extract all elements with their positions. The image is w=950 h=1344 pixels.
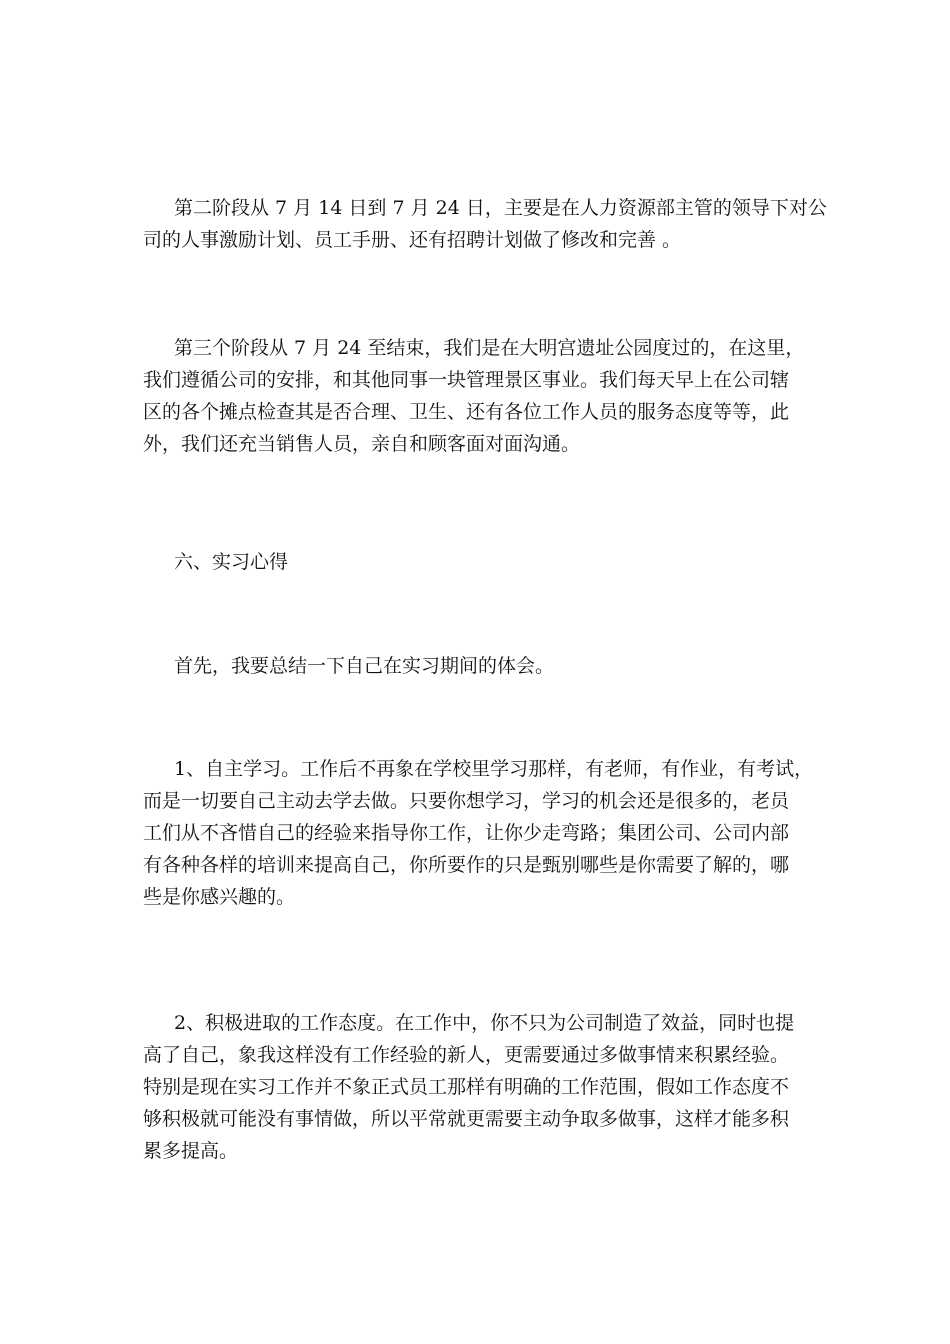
text-line: 外，我们还充当销售人员，亲自和顾客面对面沟通。 <box>143 433 581 455</box>
text-line: 工们从不吝惜自己的经验来指导你工作，让你少走弯路；集团公司、公司内部 <box>143 822 790 844</box>
text-line: 我们遵循公司的安排，和其他同事一块管理景区事业。我们每天早上在公司辖 <box>143 369 790 391</box>
text-line: 够积极就可能没有事情做，所以平常就更需要主动争取多做事，这样才能多积 <box>143 1108 790 1130</box>
text-line: 第二阶段从 7 月 14 日到 7 月 24 日，主要是在人力资源部主管的领导下对公 <box>174 197 827 219</box>
paragraph-self-study <box>143 753 813 913</box>
text-line: 累多提高。 <box>143 1140 239 1162</box>
text-line: 高了自己，象我这样没有工作经验的新人，更需要通过多做事情来积累经验。 <box>143 1044 790 1066</box>
section-heading <box>143 546 813 578</box>
text-line: 2、积极进取的工作态度。在工作中，你不只为公司制造了效益，同时也提 <box>174 1012 795 1034</box>
text-line: 司的人事激励计划、员工手册、还有招聘计划做了修改和完善 。 <box>143 229 682 251</box>
text-line: 1、自主学习。工作后不再象在学校里学习那样，有老师，有作业，有考试， <box>174 758 814 780</box>
text-line: 第三个阶段从 7 月 24 至结束，我们是在大明宫遗址公园度过的，在这里， <box>174 337 805 359</box>
text-line: 些是你感兴趣的。 <box>143 886 296 908</box>
text-line: 特别是现在实习工作并不象正式员工那样有明确的工作范围，假如工作态度不 <box>143 1076 790 1098</box>
text-line: 有各种各样的培训来提高自己，你所要作的只是甄别哪些是你需要了解的，哪 <box>143 854 790 876</box>
text-line: 区的各个摊点检查其是否合理、卫生、还有各位工作人员的服务态度等等，此 <box>143 401 790 423</box>
text-line: 首先，我要总结一下自己在实习期间的体会。 <box>174 655 555 677</box>
text-line: 而是一切要自己主动去学去做。只要你想学习，学习的机会还是很多的，老员 <box>143 790 790 812</box>
paragraph-stage-three <box>143 332 813 460</box>
paragraph-work-attitude <box>143 1007 813 1167</box>
paragraph-intro <box>143 650 813 682</box>
paragraph-stage-two <box>143 192 827 256</box>
heading-text: 六、实习心得 <box>174 551 289 573</box>
